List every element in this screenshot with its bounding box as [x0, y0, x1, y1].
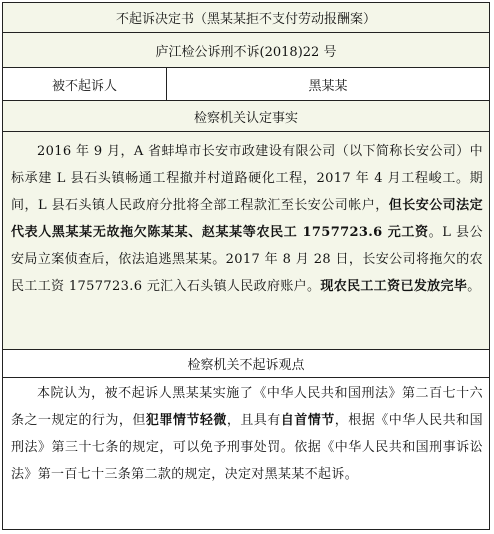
opinion-emphasis-1: 犯罪情节轻微 [145, 413, 227, 428]
document-number [3, 33, 489, 68]
document-title-text: 不起诉决定书（黑某某拒不支付劳动报酬案） [115, 12, 376, 27]
opinion-heading [3, 350, 489, 378]
facts-heading-text: 检察机关认定事实 [193, 110, 298, 126]
opinion-text-2: ，且具有 [226, 413, 281, 428]
respondent-label-cell [3, 68, 167, 100]
facts-heading [3, 101, 489, 132]
decision-document [2, 2, 490, 530]
facts-text-3: 。 [467, 279, 481, 294]
document-title [3, 3, 489, 33]
opinion-heading-text: 检察机关不起诉观点 [187, 358, 305, 373]
facts-body [3, 132, 489, 350]
facts-emphasis-1: 但长安公司法定代表人黑某某无故拖欠陈某某、赵某某等农民工 1757723.6 元工资 [11, 198, 484, 240]
opinion-paragraph [11, 380, 483, 488]
opinion-body [3, 378, 489, 529]
opinion-text-1: 本院认为，被不起诉人黑某某实施了《中华人民共和国刑法》第二百七十六条之一规定的行为，但 [11, 386, 483, 428]
respondent-name: 黑某某 [308, 78, 348, 94]
facts-text-2: 。L 县公安局立案侦查后，依法追逃黑某某。2017 年 8 月 28 日，长安公司将拖欠的农民工工资 1757723.6 元汇入石头镇人民政府账户。 [11, 225, 483, 294]
opinion-text-3: ，根据《中华人民共和国刑法》第三十七条的规定，可以免予刑事处罚。依据《中华人民共和国刑事诉讼法》第一百七十三条第二款的规定，决定对黑某某不起诉。 [11, 413, 483, 482]
parties-row [3, 68, 489, 101]
facts-text-1: 2016 年 9 月，A 省蚌埠市长安市政建设有限公司（以下简称长安公司）中标承建 L 县石头镇畅通工程撤并村道路硬化工程，2017 年 4 月工程峻工。期间，L 县石头镇人民政府分批将全部工程款汇至长安公司帐户， [11, 144, 483, 213]
facts-emphasis-2: 现农民工工资已发放完毕 [320, 279, 468, 294]
respondent-label: 被不起诉人 [51, 78, 117, 94]
respondent-name-cell [167, 68, 489, 100]
document-number-text: 庐江检公诉刑不诉(2018)22 号 [155, 44, 337, 60]
facts-paragraph [11, 138, 483, 300]
opinion-emphasis-2: 自首情节 [280, 413, 335, 428]
